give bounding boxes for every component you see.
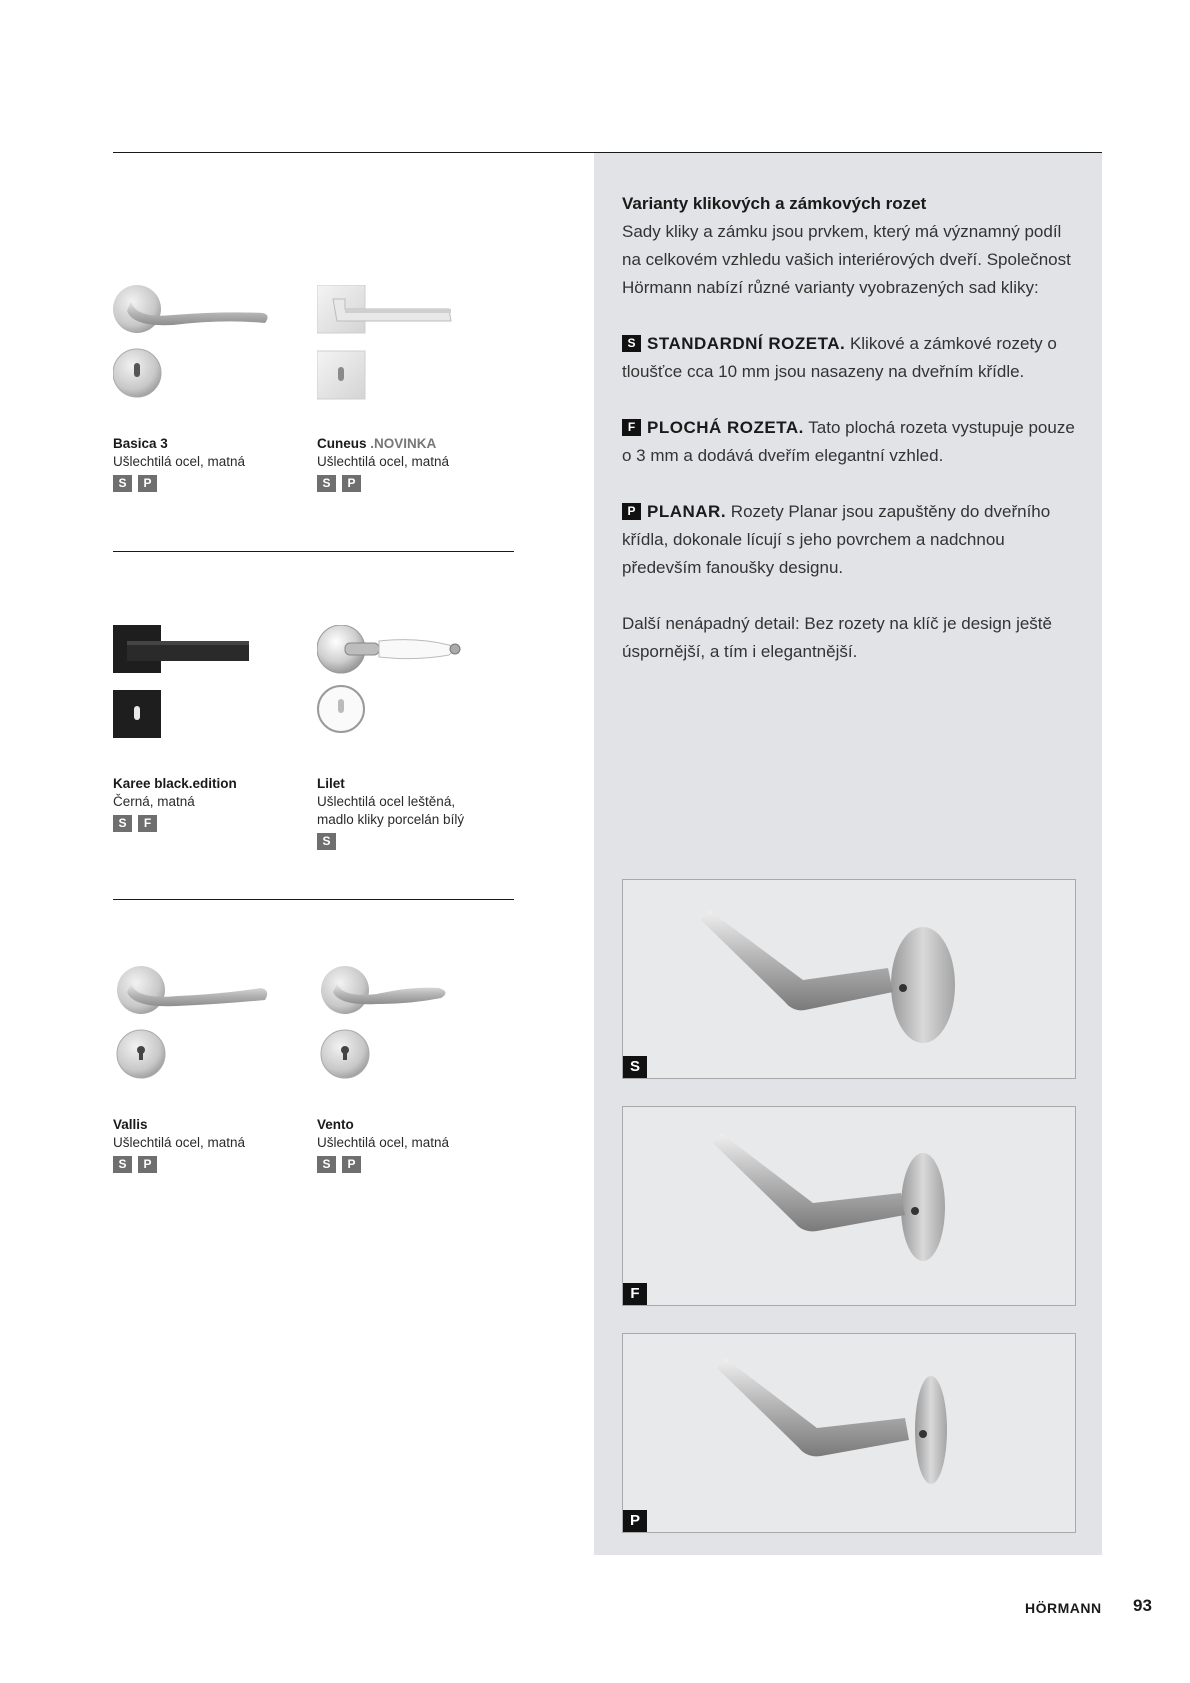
badge-s: S — [113, 1156, 132, 1173]
product-karee-black-edition — [113, 625, 303, 832]
label-s: S — [622, 335, 641, 352]
novinka-tag: .NOVINKA — [370, 436, 437, 451]
intro-body: Sady kliky a zámku jsou prvkem, který má významný podíl na celkovém vzhledu vašich interiérových dveří. Společnost Hörmann nabízí různé varianty vyobrazených sad kliky: — [622, 222, 1071, 297]
variant-s — [622, 330, 1082, 386]
product-desc: Černá, matná — [113, 794, 195, 809]
variant-f-text: Tato plochá rozeta vystupuje pouze o 3 mm a dodává dveřím elegantní vzhled. — [622, 418, 1075, 465]
variant-f — [622, 414, 1082, 470]
extra-detail: Další nenápadný detail: Bez rozety na klíč je design ještě úspornější, a tím i elegantnější. — [622, 614, 1052, 661]
variant-f-title: PLOCHÁ ROZETA. — [647, 418, 804, 437]
label-p: P — [622, 503, 641, 520]
variant-p — [622, 498, 1082, 582]
photo-label-p: P — [623, 1510, 647, 1532]
photo-planar-rosette — [622, 1333, 1076, 1533]
badge-s: S — [113, 815, 132, 832]
badge-p: P — [342, 1156, 361, 1173]
product-lilet — [317, 625, 507, 850]
cuneus-handle-icon — [317, 285, 507, 435]
intro-text — [622, 190, 1082, 694]
badge-f: F — [138, 815, 157, 832]
product-vento — [317, 966, 507, 1173]
badge-p: P — [138, 1156, 157, 1173]
badge-group — [113, 1156, 303, 1173]
product-basica-3 — [113, 285, 303, 492]
product-name: Lilet — [317, 776, 345, 791]
variant-p-title: PLANAR. — [647, 502, 727, 521]
product-name: Basica 3 — [113, 436, 168, 451]
photo-label-f: F — [623, 1283, 647, 1305]
variant-s-title: STANDARDNÍ ROZETA. — [647, 334, 846, 353]
badge-group — [113, 815, 303, 832]
intro-heading: Varianty klikových a zámkových rozet — [622, 194, 927, 213]
product-name: Karee black.edition — [113, 776, 237, 791]
photo-label-s: S — [623, 1056, 647, 1078]
photo-standard-rosette — [622, 879, 1076, 1079]
page-number: 93 — [1133, 1596, 1152, 1615]
product-name: Vento — [317, 1117, 354, 1132]
photo-flat-rosette — [622, 1106, 1076, 1306]
badge-group — [317, 1156, 507, 1173]
product-desc: Ušlechtilá ocel, matná — [113, 454, 246, 469]
product-desc: Ušlechtilá ocel, matná — [317, 1135, 450, 1150]
basica-handle-icon — [113, 285, 303, 435]
brand-logo: HÖRMANN — [1025, 1600, 1102, 1616]
badge-group — [317, 475, 507, 492]
karee-handle-icon — [113, 625, 303, 775]
section-divider — [113, 551, 514, 552]
product-name: Cuneus .NOVINKA — [317, 436, 437, 451]
vallis-handle-icon — [113, 966, 303, 1116]
product-desc: Ušlechtilá ocel, matná — [113, 1135, 246, 1150]
lilet-handle-icon — [317, 625, 507, 775]
badge-p: P — [342, 475, 361, 492]
badge-p: P — [138, 475, 157, 492]
badge-s: S — [317, 1156, 336, 1173]
badge-s: S — [113, 475, 132, 492]
badge-group — [317, 833, 507, 850]
product-desc: Ušlechtilá ocel, matná — [317, 454, 450, 469]
badge-group — [113, 475, 303, 492]
badge-s: S — [317, 475, 336, 492]
variant-s-text: Klikové a zámkové rozety o tloušťce cca 10 mm jsou nasazeny na dveřním křídle. — [622, 334, 1057, 381]
product-name: Vallis — [113, 1117, 148, 1132]
variant-p-text: Rozety Planar jsou zapuštěny do dveřního křídla, dokonale lícují s jeho povrchem a nadchnou především fanoušky designu. — [622, 502, 1051, 577]
label-f: F — [622, 419, 641, 436]
product-cuneus — [317, 285, 507, 492]
vento-handle-icon — [317, 966, 507, 1116]
badge-s: S — [317, 833, 336, 850]
product-desc-line2: madlo kliky porcelán bílý — [317, 812, 465, 827]
product-vallis — [113, 966, 303, 1173]
product-desc: Ušlechtilá ocel leštěná, — [317, 794, 456, 809]
section-divider — [113, 899, 514, 900]
